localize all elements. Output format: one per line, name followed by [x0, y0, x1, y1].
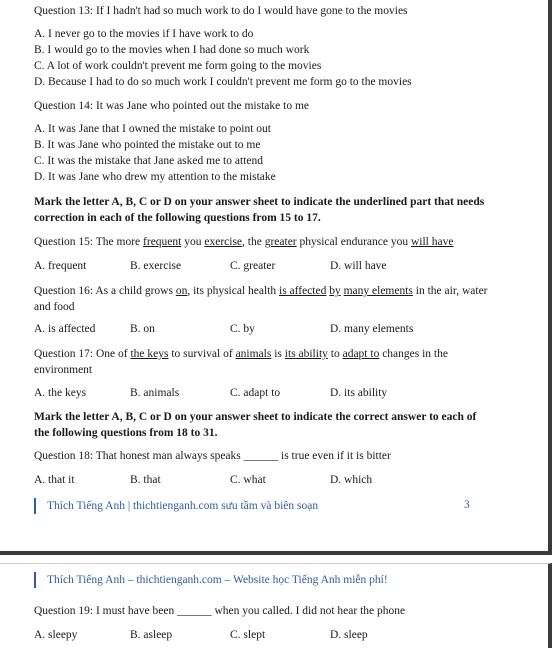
instruction-18-31: Mark the letter A, B, C or D on your answer sheet to indicate the correct answer to each of the following questions from 18 to 31.: [34, 411, 477, 439]
q15-option-c: C. greater: [230, 260, 276, 272]
q14-option-d: D. It was Jane who drew my attention to the mistake: [34, 171, 276, 183]
q16-option-c: C. by: [230, 323, 255, 335]
q18-option-d: D. which: [330, 474, 373, 486]
q16-option-d: D. many elements: [330, 323, 414, 335]
q19-option-d: D. sleep: [330, 629, 368, 641]
q13-option-b: B. I would go to the movies when I had done so much work: [34, 44, 310, 56]
page-footer: Thích Tiếng Anh | thichtienganh.com sưu tầm và biên soạn: [34, 498, 318, 514]
q19-option-c: C. slept: [230, 629, 266, 641]
q17-option-d: D. its ability: [330, 387, 388, 399]
q19-option-b: B. asleep: [130, 629, 173, 641]
q15-underline-b: exercise: [204, 236, 243, 248]
q16-option-a: A. is affected: [34, 323, 96, 335]
q15-underline-d: will have: [410, 236, 454, 248]
q17-option-b: B. animals: [130, 387, 180, 399]
q15-option-a: A. frequent: [34, 260, 87, 272]
q18-option-b: B. that: [130, 474, 161, 486]
q15-option-d: D. will have: [330, 260, 387, 272]
q13-option-d: D. Because I had to do so much work I couldn't prevent me form go to the movies: [34, 76, 412, 88]
q15-underline-a: frequent: [143, 236, 182, 248]
q13-option-a: A. I never go to the movies if I have work to do: [34, 28, 254, 40]
q18-option-c: C. what: [230, 474, 266, 486]
q14-option-a: A. It was Jane that I owned the mistake to point out: [34, 123, 271, 135]
q14-option-b: B. It was Jane who pointed the mistake out to me: [34, 139, 261, 151]
q15-option-b: B. exercise: [130, 260, 182, 272]
question-13-stem: Question 13: If I hadn't had so much work to do I would have gone to the movies: [34, 5, 408, 17]
q16-option-b: B. on: [130, 323, 155, 335]
question-16-stem: Question 16: As a child grows on, its physical health is affected by many elements in the air, water and food: [34, 285, 488, 313]
q15-underline-c: greater: [264, 236, 297, 248]
question-18-stem: Question 18: That honest man always speaks ______ is true even if it is bitter: [34, 450, 391, 462]
page-number: 3: [464, 499, 470, 511]
page-header: Thích Tiếng Anh – thichtienganh.com – Website học Tiếng Anh miễn phí!: [34, 572, 388, 588]
question-14-stem: Question 14: It was Jane who pointed out the mistake to me: [34, 100, 309, 112]
q14-option-c: C. It was the mistake that Jane asked me to attend: [34, 155, 263, 167]
document-page-4: [0, 563, 552, 648]
q13-option-c: C. A lot of work couldn't prevent me form going to the movies: [34, 60, 322, 72]
q18-option-a: A. that it: [34, 474, 75, 486]
q17-option-a: A. the keys: [34, 387, 87, 399]
question-17-stem: Question 17: One of the keys to survival of animals is its ability to adapt to changes in the environment: [34, 348, 448, 376]
q19-option-a: A. sleepy: [34, 629, 78, 641]
q17-option-c: C. adapt to: [230, 387, 281, 399]
instruction-15-17: Mark the letter A, B, C or D on your answer sheet to indicate the underlined part that needs correction in each of the following questions from 15 to 17.: [34, 196, 485, 224]
question-19-stem: Question 19: I must have been ______ when you called. I did not hear the phone: [34, 605, 406, 617]
page-gap: [0, 555, 553, 563]
question-15-stem: Question 15: The more frequent you exercise, the greater physical endurance you will have: [34, 236, 454, 248]
